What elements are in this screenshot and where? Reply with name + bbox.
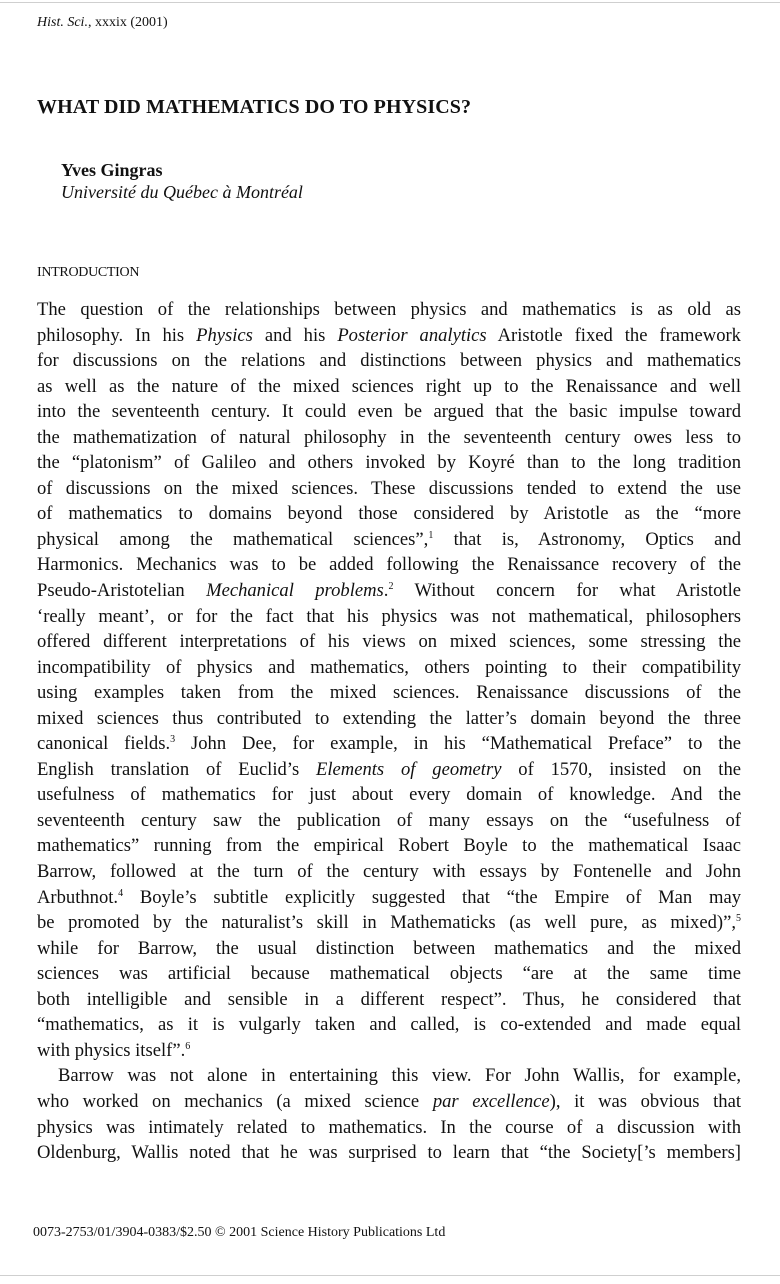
footnote-ref[interactable]: 5 xyxy=(736,913,741,925)
text-line: usefulness of mathematics for just about every domain of knowledge. And the xyxy=(37,784,741,806)
text-line: Harmonics. Mechanics was to be added following the Renaissance recovery of the xyxy=(37,554,741,576)
text-line: The question of the relationships between physics and mathematics is as old as xyxy=(37,299,741,320)
text-line: both intelligible and sensible in a different respect”. Thus, he considered that xyxy=(37,988,741,1010)
text-line: be promoted by the naturalist’s skill in Mathematicks (as well pure, as mixed)”,$^5$ xyxy=(37,912,741,934)
text-line: Barrow was not alone in entertaining this view. For John Wallis, for example, xyxy=(58,1065,741,1087)
text-line: offered different interpretations of his views on mixed sciences, some stressing the xyxy=(37,631,741,653)
text-line: Barrow, followed at the turn of the century with essays by Fontenelle and John xyxy=(37,861,741,883)
text-line: Pseudo-Aristotelian Mechanical problems.$^2$ Without concern for what Aristotle xyxy=(37,580,741,602)
text-line: for discussions on the relations and distinctions between physics and mathematics xyxy=(37,350,741,372)
text-line: philosophy. In his Physics and his Posterior analytics Aristotle fixed the framework xyxy=(37,324,741,346)
text-line: sciences was artificial because mathematical objects “are at the same time xyxy=(37,963,741,985)
body-text xyxy=(37,297,741,1166)
text-line: the mathematization of natural philosophy in the seventeenth century owes less to xyxy=(37,426,741,448)
text-line: Arbuthnot.$^4$ Boyle’s subtitle explicitly suggested that “the Empire of Man may xyxy=(37,886,741,908)
text-line: using examples taken from the mixed sciences. Renaissance discussions of the xyxy=(37,682,741,704)
journal-abbrev: Hist. Sci. xyxy=(37,15,88,30)
section-heading: INTRODUCTION xyxy=(37,265,140,280)
text-line: mathematics” running from the empirical Robert Boyle to the mathematical Isaac xyxy=(37,835,741,857)
text-line: ‘really meant’, or for the fact that his physics was not mathematical, philosophers xyxy=(37,605,741,627)
journal-volume-year: , xxxix (2001) xyxy=(87,15,168,30)
page-top-border xyxy=(0,2,780,3)
text-line: of discussions on the mixed sciences. These discussions tended to extend the use xyxy=(37,477,741,499)
author-name: Yves Gingras xyxy=(61,160,163,180)
text-line: Oldenburg, Wallis noted that he was surprised to learn that “the Society[’s members] xyxy=(37,1142,741,1164)
text-line: of mathematics to domains beyond those considered by Aristotle as the “more xyxy=(37,503,741,525)
text-line: “mathematics, as it is vulgarly taken and called, is co-extended and made equal xyxy=(37,1014,741,1036)
text-line: mixed sciences thus contributed to extending the latter’s domain beyond the three xyxy=(37,707,741,729)
journal-citation xyxy=(37,15,168,31)
author-affiliation: Université du Québec à Montréal xyxy=(61,182,303,202)
text-line: while for Barrow, the usual distinction between mathematics and the mixed xyxy=(37,937,741,959)
article-title: WHAT DID MATHEMATICS DO TO PHYSICS? xyxy=(37,96,472,118)
text-line: canonical fields.$^3$ John Dee, for example, in his “Mathematical Preface” to the xyxy=(37,733,741,755)
text-line: as well as the nature of the mixed sciences right up to the Renaissance and well xyxy=(37,375,741,397)
page-bottom-border xyxy=(0,1275,780,1276)
text-line: who worked on mechanics (a mixed science par excellence), it was obvious that xyxy=(37,1090,741,1112)
footnote-ref[interactable]: 2 xyxy=(388,581,394,593)
footnote-ref[interactable]: 1 xyxy=(428,529,434,541)
text-line: the “platonism” of Galileo and others invoked by Koyré than to the long tradition xyxy=(37,452,741,474)
text-line: English translation of Euclid’s Elements of geometry of 1570, insisted on the xyxy=(37,758,741,780)
text-line: physics was intimately related to mathematics. In the course of a discussion with xyxy=(37,1116,741,1138)
copyright-footer: 0073-2753/01/3904-0383/$2.50 © 2001 Science History Publications Ltd xyxy=(33,1225,446,1240)
text-line: with physics itself”.$^6$ xyxy=(37,1039,191,1061)
text-line: physical among the mathematical sciences”,$^1$ that is, Astronomy, Optics and xyxy=(37,528,741,550)
text-line: seventeenth century saw the publication of many essays on the “usefulness of xyxy=(37,809,741,831)
footnote-ref[interactable]: 4 xyxy=(118,887,124,899)
text-line: into the seventeenth century. It could even be argued that the basic impulse toward xyxy=(37,401,741,423)
footnote-ref[interactable]: 3 xyxy=(170,734,176,746)
footnote-ref[interactable]: 6 xyxy=(185,1040,191,1052)
text-line: incompatibility of physics and mathematics, others pointing to their compatibility xyxy=(37,656,741,678)
